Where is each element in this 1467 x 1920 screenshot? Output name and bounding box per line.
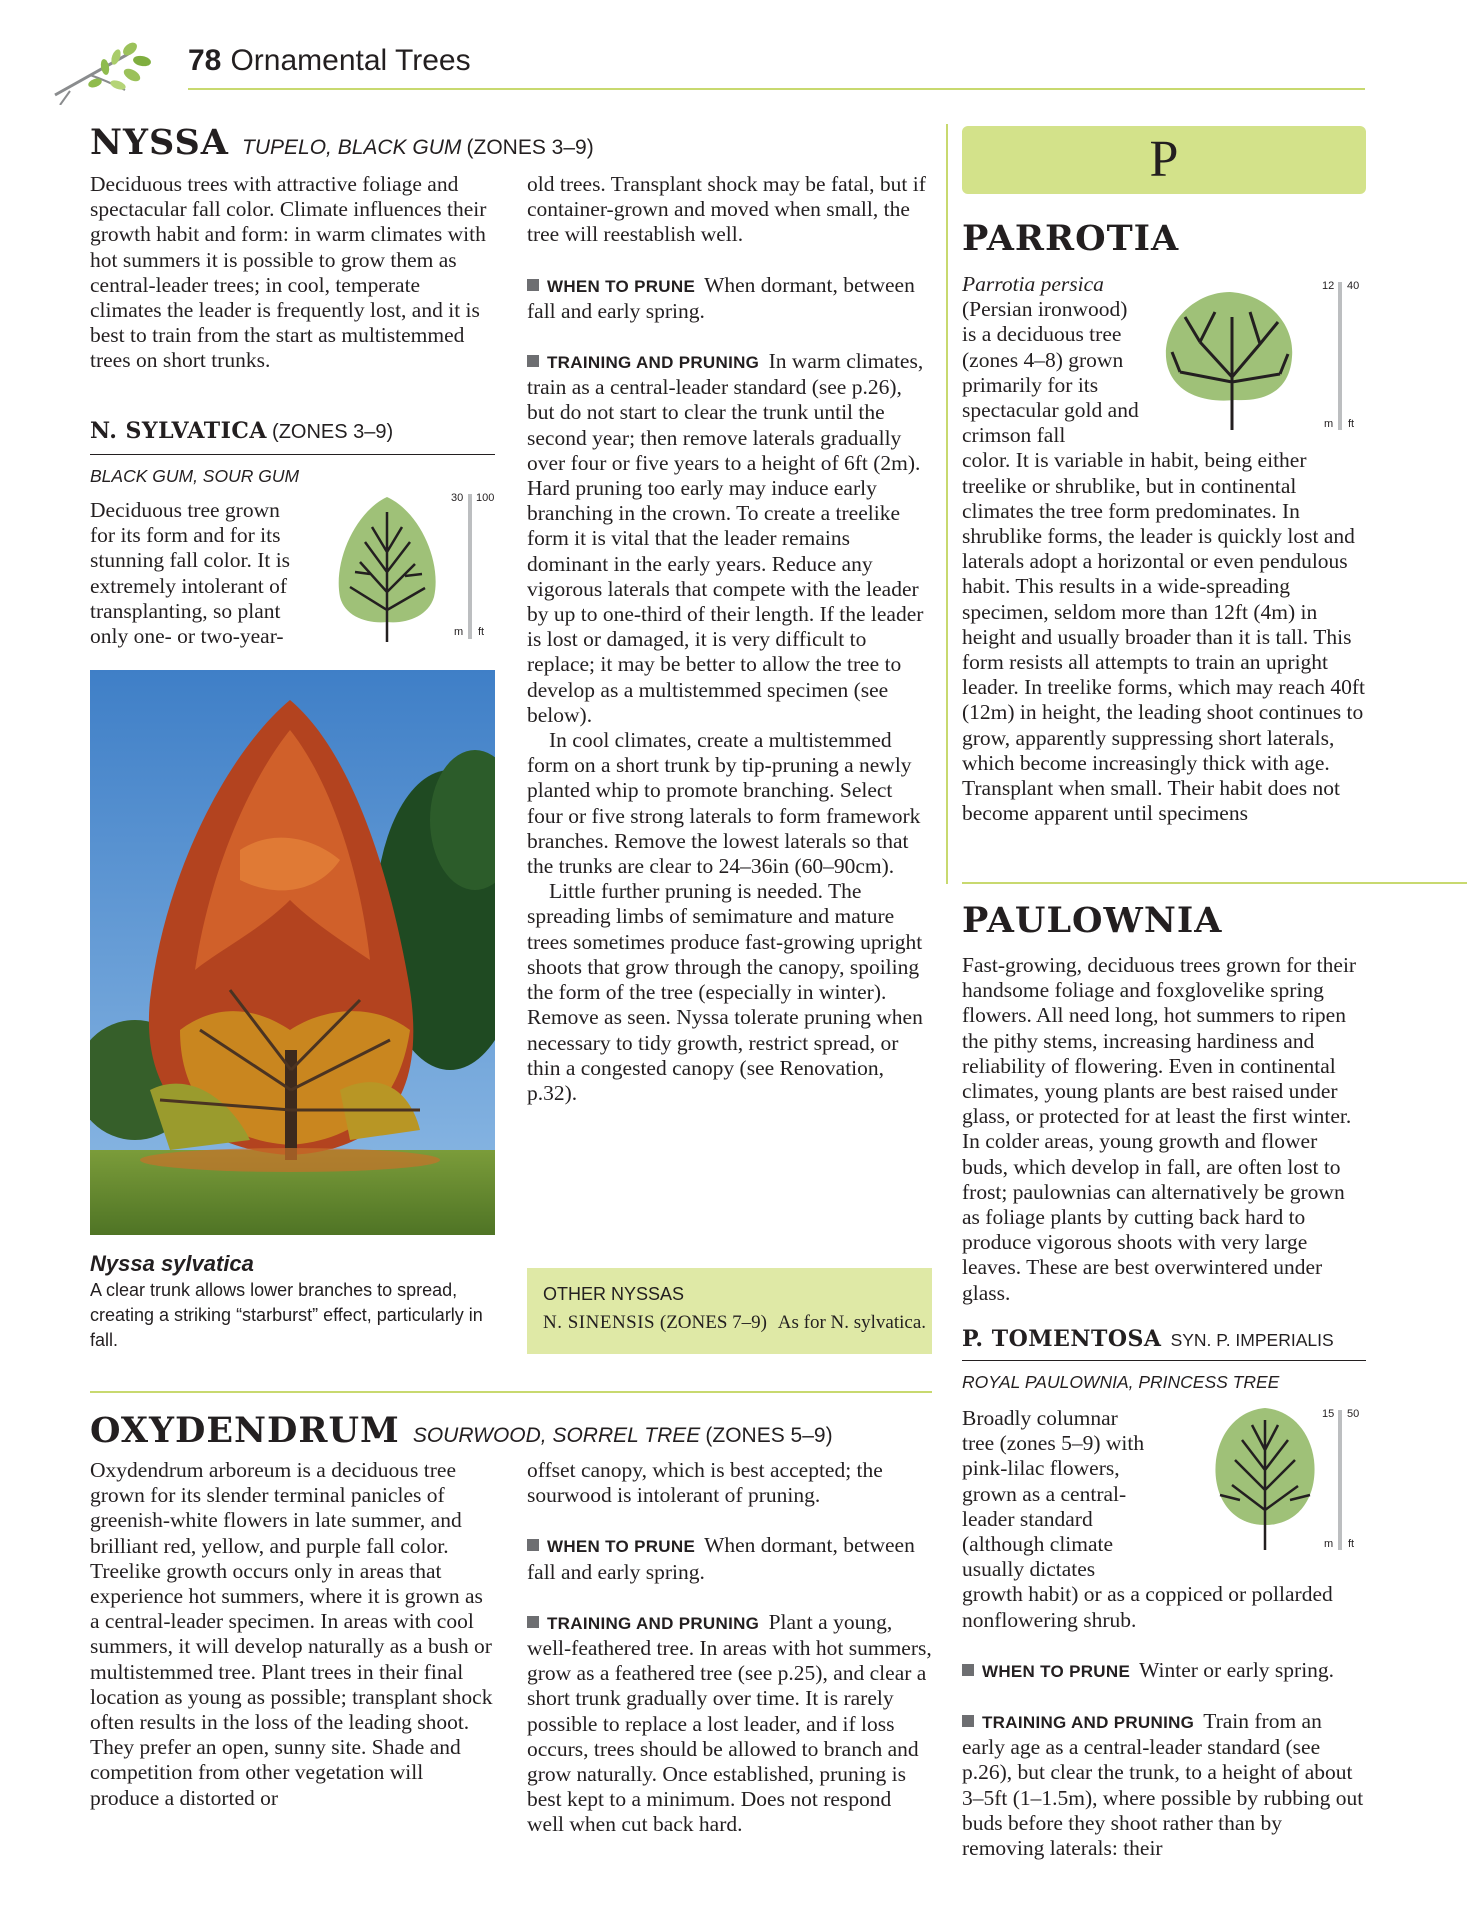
species-title: N. SYLVATICA — [90, 418, 267, 444]
tree-illustration-tomentosa — [1210, 1400, 1320, 1550]
training-paragraph — [962, 1709, 1366, 1861]
training-label: TRAINING AND PRUNING — [547, 1613, 760, 1633]
photo-caption — [90, 1250, 495, 1353]
species-rule — [90, 454, 495, 455]
col2-top-text: old trees. Transplant shock may be fatal, but if container-grown and moved when small, the tree will reestablish well. — [527, 172, 926, 247]
n-sylvatica-heading — [90, 418, 393, 444]
scale-top-ft: 100 — [476, 492, 495, 504]
scale-top-m: 15 — [1322, 1408, 1335, 1420]
scale-unit-ft: ft — [1348, 1538, 1355, 1550]
nyssa-heading — [90, 122, 594, 163]
when-to-prune-paragraph — [527, 273, 932, 324]
running-head — [188, 44, 471, 78]
training-text: Plant a young, well-feathered tree. In areas with hot summers, grow as a feathered tree (see p.25), and clear a short trunk gradually over time. It is rarely possible to replace a lost leader, and if loss occurs, trees should be allowed to branch and grow naturally. Once established, pruning is best kept to a minimum. Does not respond well when cut back hard. — [527, 1609, 932, 1837]
when-to-prune-text: When dormant, between fall and early spring. — [527, 1533, 915, 1584]
scale-bar — [1338, 282, 1342, 430]
scale-unit-m: m — [454, 626, 464, 638]
training-text: Train from an early age as a central-leader standard (see p.26), but clear the trunk, to a height of about 3–5ft (1–1.5m), where possible by rubbing out buds before they shoot rather than by removing laterals: their — [962, 1709, 1364, 1861]
other-box-entry — [543, 1312, 926, 1334]
header-rule — [188, 88, 1365, 90]
oxydendrum-col1 — [90, 1458, 495, 1811]
species-common: BLACK GUM, SOUR GUM — [90, 466, 300, 486]
oxydendrum-text: Oxydendrum arboreum is a deciduous tree grown for its slender terminal panicles of greenish-white flowers in late summer, and brilliant red, yellow, and purple fall color. Treelike growth occurs only in areas that experience hot summers, where it is grown as a central-leader specimen. In areas with cool summers, it will develop naturally as a bush or multistemmed tree. Plant trees in their final location as young as possible; transplant shock often results in the loss of the leading shoot. They prefer an open, sunny site. Shade and competition from other vegetation will produce a distorted or — [90, 1458, 493, 1810]
training-paragraph-2: In cool climates, create a multistemmed form on a short trunk by tip-pruning a newly planted whip to promote branching. Select four or five strong laterals to form framework branches. Remove the lowest laterals so that the trunks are clear to 24–36in (60–90cm). — [527, 728, 921, 879]
intro-text: Deciduous trees with attractive foliage and spectacular fall color. Climate influences their growth habit and form: in warm climates with hot summers it is possible to grow them as central-leader trees; in cool, temperate climates the leader is frequently lost, and it is best to train from the start as multistemmed trees on short trunks. — [90, 172, 487, 373]
other-zones: (ZONES 7–9) — [659, 1312, 768, 1333]
when-to-prune-label: WHEN TO PRUNE — [982, 1661, 1131, 1681]
genus-title: NYSSA — [90, 122, 229, 163]
parrotia-narrow-text: (Persian ironwood) is a deciduous tree (zones 4–8) grown primarily for its spectacular gold and crimson fall — [962, 297, 1139, 448]
when-to-prune-paragraph — [962, 1658, 1366, 1684]
scale-unit-m: m — [1324, 1538, 1334, 1550]
bullet-square — [962, 1664, 974, 1676]
n-sylvatica-text — [90, 498, 310, 649]
nyssa-col2 — [527, 172, 932, 1106]
zones: (ZONES 3–9) — [466, 136, 594, 159]
bullet-square — [527, 1539, 539, 1551]
when-to-prune-paragraph — [527, 1533, 932, 1584]
other-species: N. SINENSIS — [543, 1312, 656, 1333]
when-to-prune-text: When dormant, between fall and early spring. — [527, 272, 915, 323]
species-text: Deciduous tree grown for its form and for its stunning fall color. It is extremely intolerant of transplanting, so plant only one- or two-year- — [90, 498, 291, 649]
paulownia-title: PAULOWNIA — [962, 900, 1223, 941]
caption-text: A clear trunk allows lower branches to spread, creating a striking “starburst” effect, particularly in fall. — [90, 1280, 483, 1350]
oxydendrum-col2 — [527, 1458, 932, 1838]
tomentosa-narrow-text: Broadly columnar tree (zones 5–9) with pink-lilac flowers, grown as a central-leader standard (although climate usually dictates — [962, 1406, 1145, 1582]
tomentosa-rest-text: growth habit) or as a coppiced or pollarded nonflowering shrub. — [962, 1582, 1333, 1632]
scale-top-m: 12 — [1322, 280, 1335, 292]
bullet-square — [962, 1715, 974, 1727]
when-to-prune-label: WHEN TO PRUNE — [547, 1537, 696, 1557]
common-name: TUPELO, BLACK GUM — [242, 136, 462, 159]
letter-tab — [962, 126, 1366, 194]
species-zones: (ZONES 3–9) — [272, 421, 394, 443]
scale-top-ft: 50 — [1347, 1408, 1360, 1420]
training-paragraph — [527, 349, 932, 728]
tree-illustration-sylvatica — [330, 492, 445, 642]
letter-tab-letter: P — [1149, 131, 1179, 188]
scale-bar — [468, 494, 472, 639]
genus-title: OXYDENDRUM — [90, 1410, 400, 1451]
species-rule — [962, 1360, 1366, 1361]
when-to-prune-label: WHEN TO PRUNE — [547, 276, 696, 296]
column-divider — [946, 124, 948, 884]
parrotia-title: PARROTIA — [962, 218, 1180, 259]
training-label: TRAINING AND PRUNING — [982, 1713, 1195, 1733]
when-to-prune-text: Winter or early spring. — [1139, 1657, 1335, 1682]
height-scale-sylvatica — [448, 492, 498, 642]
paulownia-intro — [962, 953, 1366, 1306]
species-synonym: SYN. P. IMPERIALIS — [1170, 1330, 1334, 1350]
nyssa-photo — [90, 670, 495, 1235]
common-name: SOURWOOD, SORREL TREE — [412, 1424, 701, 1447]
page-number: 78 — [188, 44, 222, 77]
other-nyssas-box — [527, 1268, 932, 1354]
scale-unit-ft: ft — [478, 626, 485, 638]
training-label: TRAINING AND PRUNING — [547, 353, 760, 373]
scale-top-m: 30 — [451, 492, 464, 504]
training-paragraph — [527, 1610, 932, 1838]
species-title: P. TOMENTOSA — [962, 1326, 1162, 1352]
other-box-title: OTHER NYSSAS — [543, 1284, 685, 1304]
species-common: ROYAL PAULOWNIA, PRINCESS TREE — [962, 1372, 1280, 1392]
oxydendrum-heading — [90, 1410, 833, 1451]
training-paragraph-3: Little further pruning is needed. The spreading limbs of semimature and mature trees sometimes produce fast-growing upright shoots that grow through the canopy, spoiling the form of the tree (especially in winter). Remove as seen. Nyssa tolerate pruning when necessary to tidy growth, restrict spread, or thin a congested canopy (see Renovation, p.32). — [527, 879, 923, 1105]
sprig-logo — [50, 35, 160, 105]
tree-illustration-parrotia — [1160, 282, 1300, 432]
section-title: Ornamental Trees — [230, 44, 471, 77]
scale-bar — [1338, 1410, 1342, 1550]
scale-top-ft: 40 — [1347, 280, 1360, 292]
scale-unit-ft: ft — [1348, 418, 1355, 430]
tomentosa-narrow-block — [962, 1406, 1152, 1582]
height-scale-tomentosa — [1318, 1408, 1368, 1558]
caption-title: Nyssa sylvatica — [90, 1251, 254, 1276]
parrotia-rest-text: color. It is variable in habit, being either treelike or shrublike, but in continental climates the tree form predominates. In shrublike forms, the leader is quickly lost and laterals adopt a horizontal or even pendulous habit. This results in a wide-spreading specimen, seldom more than 12ft (4m) in height and usually broader than it is tall. This form resists all attempts to train an upright leader. In treelike forms, which may reach 40ft (12m) in height, the leading shoot continues to grow, apparently suppressing short laterals, which become increasingly thick with age. Transplant when small. Their habit does not become apparent until specimens — [962, 448, 1365, 826]
oxydendrum-rule — [90, 1391, 932, 1393]
other-text: As for N. sylvatica. — [777, 1312, 927, 1333]
bullet-square — [527, 279, 539, 291]
nyssa-intro — [90, 172, 495, 374]
col2-top-text: offset canopy, which is best accepted; the sourwood is intolerant of pruning. — [527, 1458, 883, 1508]
parrotia-lead: Parrotia persica — [962, 272, 1104, 296]
zones: (ZONES 5–9) — [705, 1424, 833, 1447]
bullet-square — [527, 1616, 539, 1628]
parrotia-narrow-block — [962, 272, 1142, 448]
paulownia-rule — [962, 882, 1467, 884]
bullet-square — [527, 355, 539, 367]
paulownia-intro-text: Fast-growing, deciduous trees grown for their handsome foliage and foxglovelike spring flowers. All need long, hot summers to ripen the pithy stems, increasing hardiness and reliability of flowering. Even in continental climates, young plants are best raised under glass, or protected for at least the first winter. In colder areas, young growth and flower buds, which develop in fall, are often lost to frost; paulownias can alternatively be grown as foliage plants by cutting back hard to produce vigorous shoots with very large leaves. These are best overwintered under glass. — [962, 953, 1357, 1305]
height-scale-parrotia — [1318, 280, 1368, 430]
p-tomentosa-heading — [962, 1326, 1334, 1352]
scale-unit-m: m — [1324, 418, 1334, 430]
training-text: In warm climates, train as a central-leader standard (see p.26), but do not start to clear the trunk until the second year; then remove laterals gradually over four or five years to a height of 6ft (2m). Hard pruning too early may induce early branching in the crown. To create a treelike form it is vital that the leader remains dominant in the early years. Reduce any vigorous laterals that compete with the leader by up to one-third of their length. If the leader is lost or damaged, it is very difficult to replace; it may be better to allow the tree to develop as a multistemmed specimen (see below). — [527, 349, 924, 727]
